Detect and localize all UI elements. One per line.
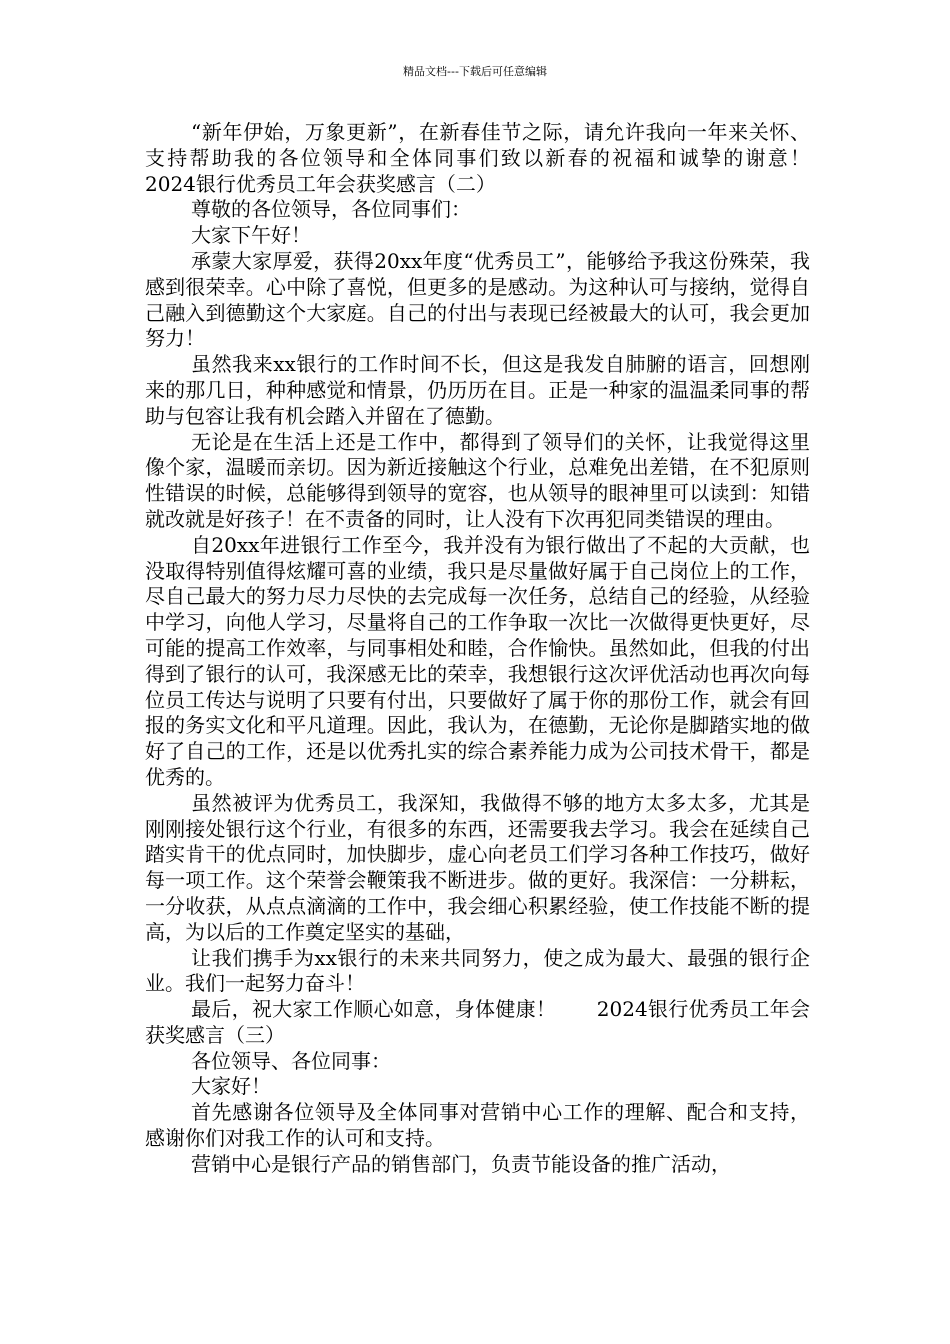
paragraph-14: 营销中心是银行产品的销售部门，负责节能设备的推广活动，	[191, 1151, 731, 1176]
paragraph-2: 尊敬的各位领导，各位同事们：	[191, 197, 471, 222]
paragraph-13: 首先感谢各位领导及全体同事对营销中心工作的理解、配合和支持，感谢你们对我工作的认可和支持。	[145, 1100, 810, 1151]
paragraph-5: 虽然我来xx银行的工作时间不长，但这是我发自肺腑的语言，回想刚来的那几日，种种感觉和情景，仍历历在目。正是一种家的温温柔同事的帮助与包容让我有机会踏入并留在了德勤。	[145, 352, 810, 428]
paragraph-8: 虽然被评为优秀员工，我深知，我做得不够的地方太多太多，尤其是刚刚接处银行这个行业，有很多的东西，还需要我去学习。我会在延续自己踏实肯干的优点同时，加快脚步，虚心向老员工们学习各种工作技巧，做好每一项工作。这个荣誉会鞭策我不断进步。做的更好。我深信：一分耕耘，一分收获，从点点滴滴的工作中，我会细心积累经验，使工作技能不断的提高，为以后的工作奠定坚实的基础，	[145, 790, 810, 944]
paragraph-10: 最后，祝大家工作顺心如意，身体健康！ 2024银行优秀员工年会获奖感言（三）	[145, 997, 810, 1047]
page-header: 精品文档---下载后可任意编辑	[403, 65, 547, 78]
paragraph-11: 各位领导、各位同事：	[191, 1048, 391, 1073]
paragraph-3: 大家下午好！	[191, 223, 311, 248]
document-body	[145, 120, 850, 1178]
paragraph-6: 无论是在生活上还是工作中，都得到了领导们的关怀，让我觉得这里像个家，温暖而亲切。因为新近接触这个行业，总难免出差错，在不犯原则性错误的时候，总能够得到领导的宽容，也从领导的眼神里可以读到：知错就改就是好孩子！在不责备的同时，让人没有下次再犯同类错误的理由。	[145, 429, 810, 531]
paragraph-1: “新年伊始，万象更新”，在新春佳节之际，请允许我向一年来关怀、支持帮助我的各位领导和全体同事们致以新春的祝福和诚挚的谢意！ 2024银行优秀员工年会获奖感言（二）	[145, 120, 850, 196]
paragraph-4: 承蒙大家厚爱，获得20xx年度“优秀员工”，能够给予我这份殊荣，我感到很荣幸。心中除了喜悦，但更多的是感动。为这种认可与接纳，觉得自己融入到德勤这个大家庭。自己的付出与表现已经被最大的认可，我会更加努力！	[145, 248, 810, 351]
paragraph-7: 自20xx年进银行工作至今，我并没有为银行做出了不起的大贡献，也没取得特别值得炫耀可喜的业绩，我只是尽量做好属于自己岗位上的工作，尽自己最大的努力尽力尽快的去完成每一次任务，总结自己的经验，从经验中学习，向他人学习，尽量将自己的工作争取一次比一次做得更快更好，尽可能的提高工作效率，与同事相处和睦，合作愉快。虽然如此，但我的付出得到了银行的认可，我深感无比的荣幸，我想银行这次评优活动也再次向每位员工传达与说明了只要有付出，只要做好了属于你的那份工作，就会有回报的务实文化和平凡道理。因此，我认为，在德勤，无论你是脚踏实地的做好了自己的工作，还是以优秀扎实的综合素养能力成为公司技术骨干，都是优秀的。	[145, 532, 810, 789]
paragraph-12: 大家好！	[191, 1074, 271, 1099]
paragraph-9: 让我们携手为xx银行的未来共同努力，使之成为最大、最强的银行企业。我们一起努力奋斗！	[145, 945, 810, 996]
